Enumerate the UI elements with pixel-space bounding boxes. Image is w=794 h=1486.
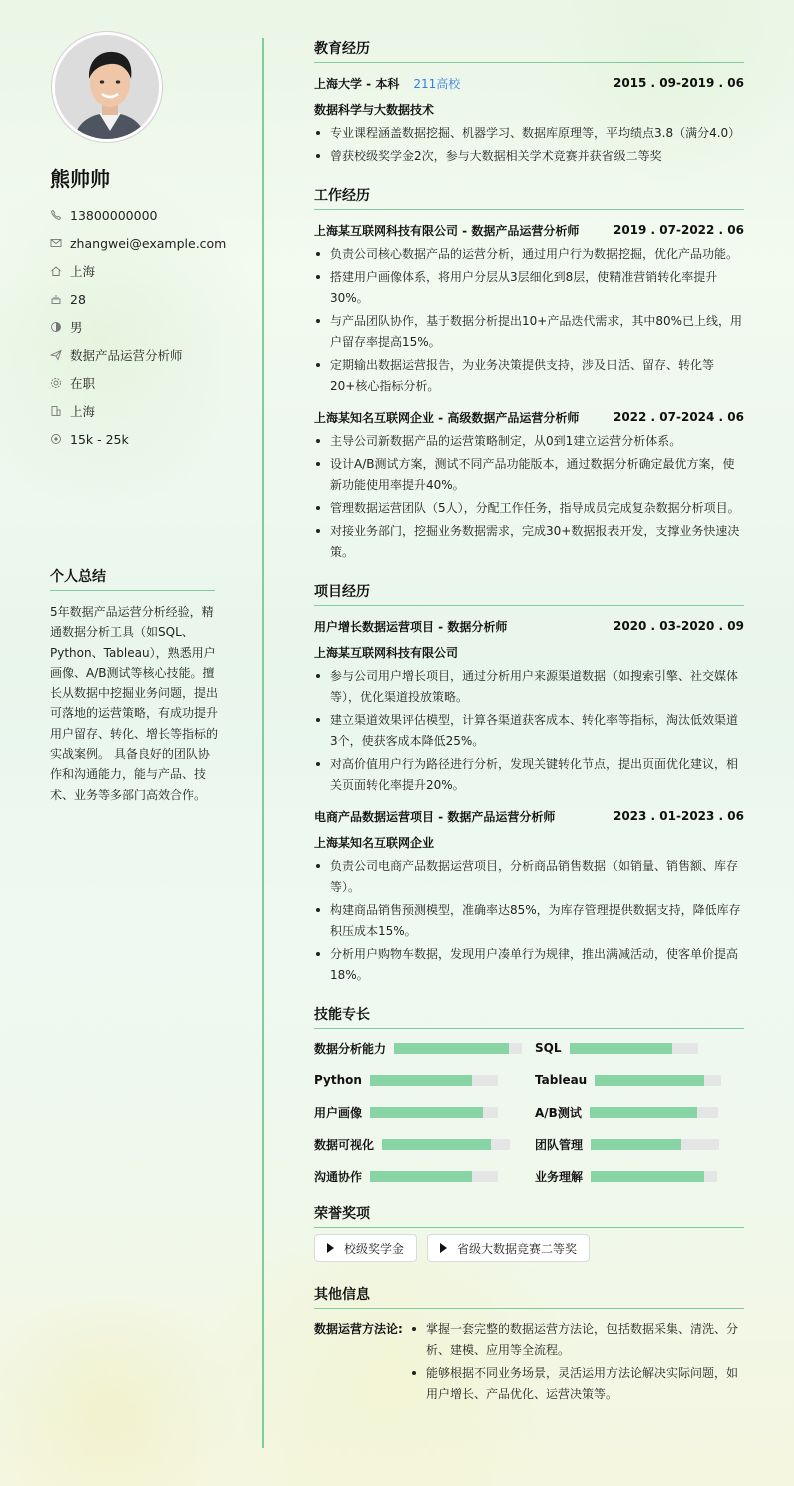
info-phone <box>50 201 250 229</box>
section-title: 工作经历 <box>314 185 744 210</box>
entry-date: 2019 . 07-2022 . 06 <box>612 223 744 237</box>
list-item: 建立渠道效果评估模型，计算各渠道获客成本、转化率等指标，淘汰低效渠道3个，使获客成本降低25%。 <box>314 710 744 752</box>
entry-title: 用户增长数据运营项目 - 数据分析师 <box>314 619 508 634</box>
info-text: 上海 <box>70 264 96 279</box>
section-title: 其他信息 <box>314 1284 744 1309</box>
skill-bar-fill <box>370 1075 472 1086</box>
skill-bar <box>595 1075 721 1086</box>
info-salary <box>50 425 250 453</box>
skill-item <box>535 1039 744 1057</box>
education-section <box>314 38 744 167</box>
info-position <box>50 341 250 369</box>
skill-item <box>314 1103 535 1121</box>
awards-section <box>314 1203 744 1262</box>
awards-list <box>314 1234 744 1262</box>
skill-name: 团队管理 <box>535 1137 584 1152</box>
skill-bar <box>370 1107 498 1118</box>
avatar <box>52 32 162 142</box>
skill-bar <box>591 1171 717 1182</box>
list-item: 专业课程涵盖数据挖掘、机器学习、数据库原理等，平均绩点3.8（满分4.0） <box>314 123 744 144</box>
bullet-list <box>314 431 744 563</box>
sidebar <box>0 0 263 1486</box>
list-item: 能够根据不同业务场景，灵活运用方法论解决实际问题，如用户增长、产品优化、运营决策等。 <box>410 1363 744 1405</box>
skill-bar-fill <box>590 1107 698 1118</box>
school-tag: 211高校 <box>413 76 461 91</box>
entry-header <box>314 806 744 826</box>
section-title: 教育经历 <box>314 38 744 63</box>
skill-name: 沟通协作 <box>314 1169 363 1184</box>
other-section <box>314 1284 744 1407</box>
bullet-list <box>314 856 744 986</box>
list-item: 曾获校级奖学金2次，参与大数据相关学术竞赛并获省级二等奖 <box>314 146 744 167</box>
entry-header <box>314 616 744 636</box>
send-icon <box>50 349 62 361</box>
list-item: 定期输出数据运营报告，为业务决策提供支持，涉及日活、留存、转化等20+核心指标分析。 <box>314 355 744 397</box>
info-location <box>50 257 250 285</box>
info-email <box>50 229 250 257</box>
skill-bar-fill <box>382 1139 491 1150</box>
skill-bar <box>382 1139 510 1150</box>
list-item: 搭建用户画像体系，将用户分层从3层细化到8层，使精准营销转化率提升30%。 <box>314 267 744 309</box>
award-chip[interactable] <box>427 1234 590 1262</box>
skill-item <box>314 1039 535 1057</box>
candidate-name: 熊帅帅 <box>50 167 110 191</box>
column-divider <box>262 38 264 1448</box>
info-gender <box>50 313 250 341</box>
salary-icon <box>50 433 62 445</box>
list-item: 与产品团队协作，基于数据分析提出10+产品迭代需求，其中80%已上线，用户留存率提高15%。 <box>314 311 744 353</box>
skill-bar-fill <box>591 1171 704 1182</box>
skill-bar-fill <box>595 1075 703 1086</box>
skill-item <box>535 1103 744 1121</box>
entry-date: 2015 . 09-2019 . 06 <box>612 76 744 90</box>
skill-bar <box>370 1171 498 1182</box>
mail-icon <box>50 237 62 249</box>
section-title: 荣誉奖项 <box>314 1203 744 1228</box>
list-item: 主导公司新数据产品的运营策略制定，从0到1建立运营分析体系。 <box>314 431 744 452</box>
other-label: 数据运营方法论: <box>314 1322 403 1336</box>
other-info <box>314 1319 744 1407</box>
skill-bar-fill <box>394 1043 509 1054</box>
award-label: 校级奖学金 <box>344 1241 405 1256</box>
entry-date: 2022 . 07-2024 . 06 <box>612 410 744 424</box>
building-icon <box>50 405 62 417</box>
entry-date: 2023 . 01-2023 . 06 <box>612 809 744 823</box>
list-item: 分析用户购物车数据，发现用户凑单行为规律，推出满减活动，使客单价提高18%。 <box>314 944 744 986</box>
skill-bar-fill <box>591 1139 681 1150</box>
entry-title: 电商产品数据运营项目 - 数据产品运营分析师 <box>314 809 556 824</box>
skill-bar-fill <box>570 1043 672 1054</box>
info-city <box>50 397 250 425</box>
skill-name: 数据分析能力 <box>314 1041 387 1056</box>
info-text: 13800000000 <box>70 207 158 223</box>
info-text: 上海 <box>70 404 96 419</box>
list-item: 掌握一套完整的数据运营方法论，包括数据采集、清洗、分析、建模、应用等全流程。 <box>410 1319 744 1361</box>
info-status <box>50 369 250 397</box>
play-icon <box>327 1243 334 1253</box>
list-item: 管理数据运营团队（5人），分配工作任务，指导成员完成复杂数据分析项目。 <box>314 498 744 519</box>
skill-item <box>535 1167 744 1185</box>
skills-section <box>314 1004 744 1185</box>
bullet-list <box>410 1319 744 1407</box>
project-company: 上海某知名互联网企业 <box>314 836 435 850</box>
skill-item <box>535 1135 744 1153</box>
skill-name: 用户画像 <box>314 1105 363 1120</box>
list-item: 对接业务部门，挖掘业务数据需求，完成30+数据报表开发，支撑业务快速决策。 <box>314 521 744 563</box>
list-item: 参与公司用户增长项目，通过分析用户来源渠道数据（如搜索引擎、社交媒体等），优化渠道投放策略。 <box>314 666 744 708</box>
skill-name: 业务理解 <box>535 1169 584 1184</box>
list-item: 负责公司核心数据产品的运营分析，通过用户行为数据挖掘，优化产品功能。 <box>314 244 744 265</box>
entry-header <box>314 73 744 93</box>
section-title: 技能专长 <box>314 1004 744 1029</box>
info-text: 数据产品运营分析师 <box>70 348 183 363</box>
contact-info <box>50 201 250 453</box>
school-name: 上海大学 - 本科 <box>314 76 400 91</box>
phone-icon <box>50 209 62 221</box>
skill-bar <box>394 1043 522 1054</box>
skill-bar-fill <box>370 1107 483 1118</box>
list-item: 构建商品销售预测模型，准确率达85%，为库存管理提供数据支持，降低库存积压成本15%。 <box>314 900 744 942</box>
home-icon <box>50 265 62 277</box>
skill-name: SQL <box>535 1041 562 1055</box>
info-text: zhangwei@example.com <box>70 235 227 251</box>
main-content <box>314 38 744 1407</box>
summary-text: 5年数据产品运营分析经验，精通数据分析工具（如SQL、Python、Tableau），熟悉用户画像、A/B测试等核心技能。擅长从数据中挖掘业务问题，提出可落地的运营策略，有成功提升用户留存、转化、增长等指标的实战案例。 具备良好的团队协作和沟通能力，能与产品、技术、业务等多部门高效合作。 <box>50 605 219 802</box>
skill-name: Python <box>314 1073 362 1087</box>
bullet-list <box>314 666 744 796</box>
info-text: 男 <box>70 320 83 335</box>
skill-item <box>314 1135 535 1153</box>
skill-name: 数据可视化 <box>314 1137 375 1152</box>
project-company: 上海某互联网科技有限公司 <box>314 646 459 660</box>
entry-date: 2020 . 03-2020 . 09 <box>612 619 744 633</box>
major: 数据科学与大数据技术 <box>314 103 435 117</box>
info-text: 在职 <box>70 376 96 391</box>
list-item: 对高价值用户行为路径进行分析，发现关键转化节点，提出页面优化建议，相关页面转化率提升20%。 <box>314 754 744 796</box>
skill-item <box>535 1071 744 1089</box>
skill-name: Tableau <box>535 1073 588 1087</box>
work-section <box>314 185 744 563</box>
entry-title: 上海某互联网科技有限公司 - 数据产品运营分析师 <box>314 223 580 238</box>
info-text: 28 <box>70 291 86 307</box>
skills-grid <box>314 1039 744 1185</box>
entry-header <box>314 220 744 240</box>
list-item: 设计A/B测试方案，测试不同产品功能版本，通过数据分析确定最优方案，使新功能使用率提升40%。 <box>314 454 744 496</box>
award-chip[interactable] <box>314 1234 417 1262</box>
entry-header <box>314 407 744 427</box>
skill-item <box>314 1167 535 1185</box>
skill-bar <box>370 1075 498 1086</box>
info-text: 15k - 25k <box>70 431 129 447</box>
avatar-photo <box>55 35 162 142</box>
skill-item <box>314 1071 535 1089</box>
bullet-list <box>314 244 744 397</box>
cake-icon <box>50 293 62 305</box>
skill-bar <box>591 1139 719 1150</box>
skill-bar-fill <box>370 1171 472 1182</box>
projects-section <box>314 581 744 986</box>
section-title: 项目经历 <box>314 581 744 606</box>
entry-title: 上海某知名互联网企业 - 高级数据产品运营分析师 <box>314 410 580 425</box>
skill-bar <box>570 1043 698 1054</box>
status-icon <box>50 377 62 389</box>
summary-title: 个人总结 <box>50 566 215 591</box>
play-icon <box>440 1243 447 1253</box>
info-age <box>50 285 250 313</box>
gender-icon <box>50 321 62 333</box>
skill-bar <box>590 1107 718 1118</box>
bullet-list <box>314 123 744 167</box>
skill-name: A/B测试 <box>535 1105 582 1120</box>
list-item: 负责公司电商产品数据运营项目，分析商品销售数据（如销量、销售额、库存等）。 <box>314 856 744 898</box>
award-label: 省级大数据竞赛二等奖 <box>457 1241 578 1256</box>
